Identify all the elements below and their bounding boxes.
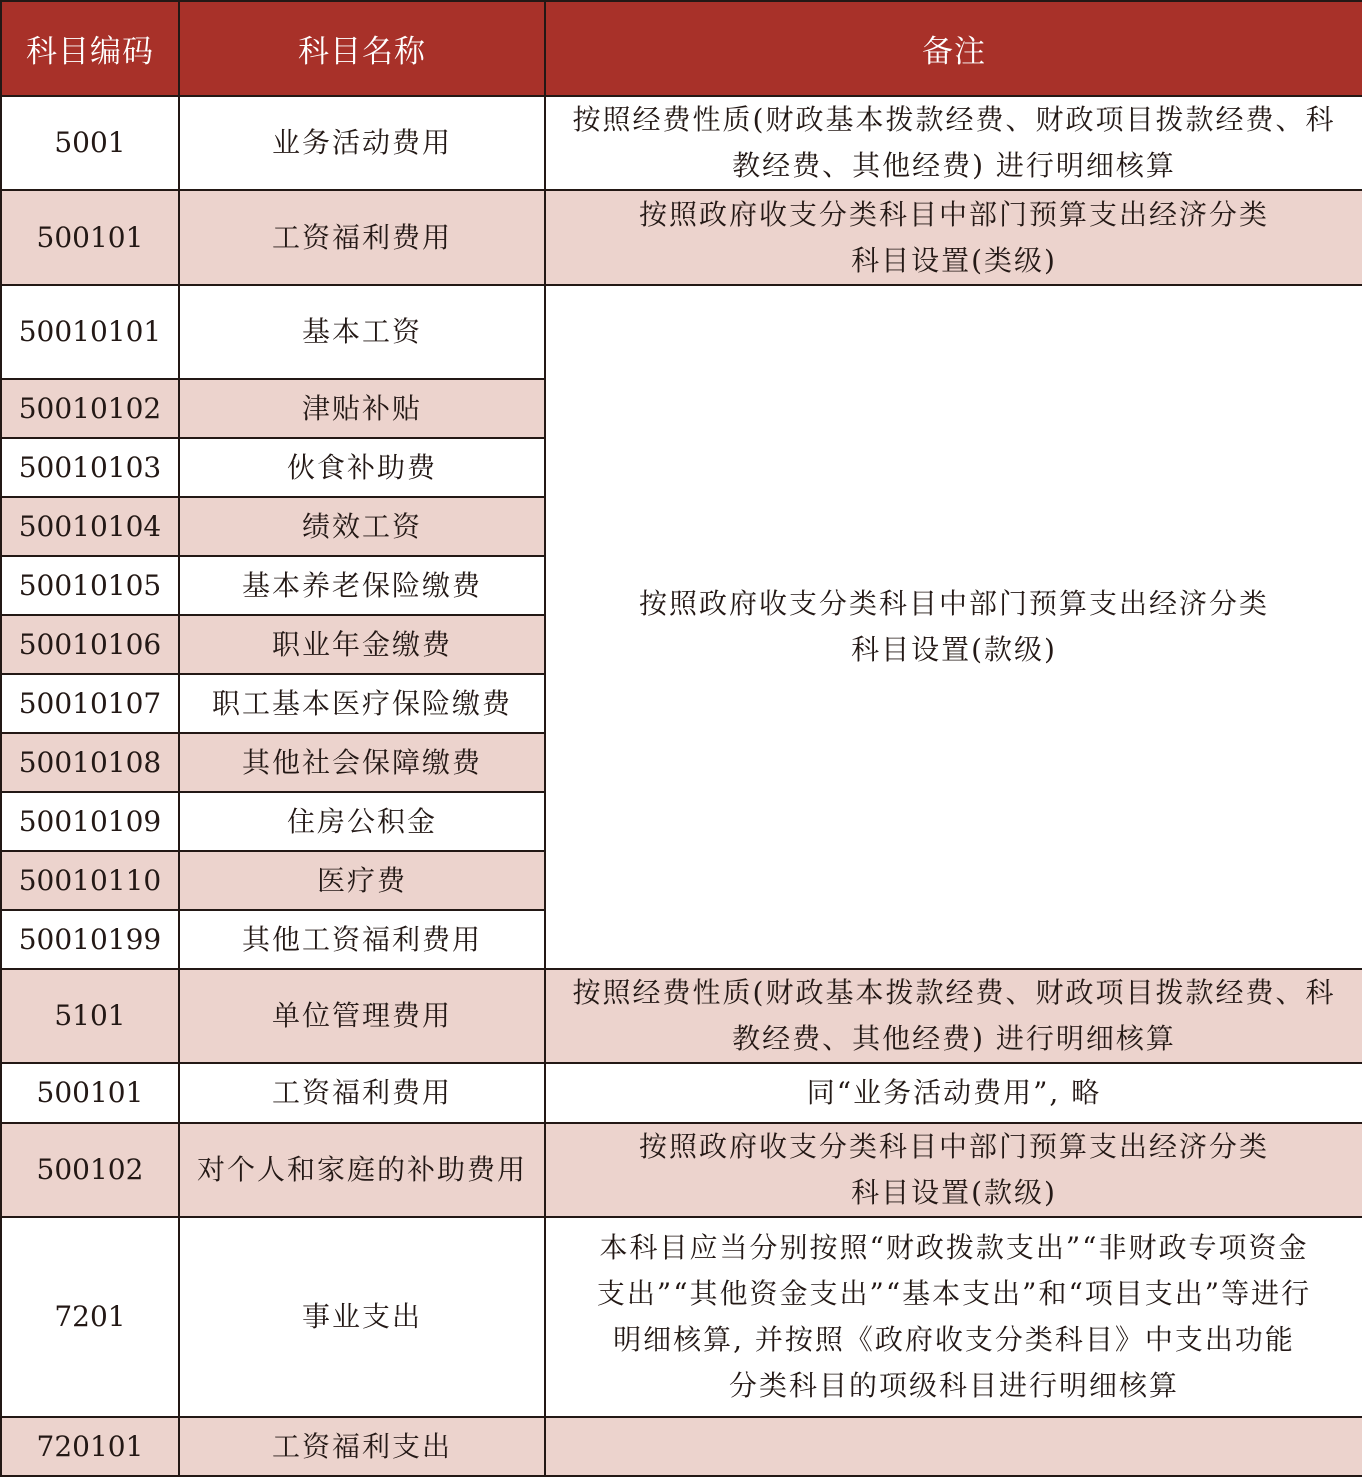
note-line: 按照经费性质(财政基本拨款经费、财政项目拨款经费、科 [572, 103, 1336, 136]
table-row [1, 285, 1362, 379]
note-line: 按照政府收支分类科目中部门预算支出经济分类 [638, 1130, 1269, 1163]
name-cell: 职业年金缴费 [179, 615, 545, 674]
note-line: 教经费、其他经费) 进行明细核算 [732, 1022, 1176, 1055]
name-cell: 基本工资 [179, 285, 545, 379]
code-cell: 50010110 [1, 851, 179, 910]
name-cell: 医疗费 [179, 851, 545, 910]
code-cell: 50010106 [1, 615, 179, 674]
code-cell: 50010101 [1, 285, 179, 379]
note-cell [545, 1063, 1362, 1123]
table-row [1, 1417, 1362, 1476]
code-cell: 50010102 [1, 379, 179, 438]
code-cell: 50010199 [1, 910, 179, 969]
name-cell: 其他社会保障缴费 [179, 733, 545, 792]
note-line: 科目设置(款级) [851, 633, 1057, 666]
header-code: 科目编码 [1, 1, 179, 96]
note-cell [545, 1217, 1362, 1417]
note-line: 教经费、其他经费) 进行明细核算 [732, 149, 1176, 182]
name-cell: 津贴补贴 [179, 379, 545, 438]
name-cell: 单位管理费用 [179, 969, 545, 1063]
name-cell: 工资福利费用 [179, 190, 545, 285]
note-cell [545, 1123, 1362, 1217]
name-cell: 事业支出 [179, 1217, 545, 1417]
name-cell: 工资福利费用 [179, 1063, 545, 1123]
note-cell [545, 1417, 1362, 1476]
table-row [1, 969, 1362, 1063]
code-cell: 50010109 [1, 792, 179, 851]
note-cell [545, 969, 1362, 1063]
table-row [1, 1123, 1362, 1217]
code-cell: 50010108 [1, 733, 179, 792]
table-header-row [1, 1, 1362, 96]
code-cell: 50010105 [1, 556, 179, 615]
code-cell: 500102 [1, 1123, 179, 1217]
table-row [1, 96, 1362, 190]
code-cell: 5001 [1, 96, 179, 190]
name-cell: 业务活动费用 [179, 96, 545, 190]
merged-note-cell [545, 285, 1362, 969]
name-cell: 工资福利支出 [179, 1417, 545, 1476]
name-cell: 基本养老保险缴费 [179, 556, 545, 615]
code-cell: 50010107 [1, 674, 179, 733]
note-cell [545, 96, 1362, 190]
code-cell: 500101 [1, 190, 179, 285]
note-line: 科目设置(类级) [851, 243, 1057, 277]
name-cell: 对个人和家庭的补助费用 [179, 1123, 545, 1217]
code-cell: 50010104 [1, 497, 179, 556]
note-line: 本科目应当分别按照“财政拨款支出”“非财政专项资金 [599, 1231, 1309, 1264]
table-row [1, 1217, 1362, 1417]
code-cell: 7201 [1, 1217, 179, 1417]
name-cell: 伙食补助费 [179, 438, 545, 497]
note-line: 同“业务活动费用”, 略 [806, 1076, 1102, 1109]
header-note: 备注 [545, 1, 1362, 96]
code-cell: 50010103 [1, 438, 179, 497]
note-line: 支出”“其他资金支出”“基本支出”和“项目支出”等进行 [596, 1277, 1312, 1310]
name-cell: 其他工资福利费用 [179, 910, 545, 969]
note-line: 分类科目的项级科目进行明细核算 [728, 1369, 1179, 1402]
table-row [1, 1063, 1362, 1123]
note-cell [545, 190, 1362, 285]
note-line: 按照政府收支分类科目中部门预算支出经济分类 [638, 587, 1269, 620]
table-row [1, 190, 1362, 285]
name-cell: 绩效工资 [179, 497, 545, 556]
note-line: 明细核算, 并按照《政府收支分类科目》中支出功能 [613, 1323, 1295, 1356]
note-line: 科目设置(款级) [851, 1176, 1057, 1209]
note-line: 按照政府收支分类科目中部门预算支出经济分类 [638, 197, 1269, 231]
name-cell: 住房公积金 [179, 792, 545, 851]
name-cell: 职工基本医疗保险缴费 [179, 674, 545, 733]
code-cell: 720101 [1, 1417, 179, 1476]
code-cell: 5101 [1, 969, 179, 1063]
code-cell: 500101 [1, 1063, 179, 1123]
header-name: 科目名称 [179, 1, 545, 96]
note-line: 按照经费性质(财政基本拨款经费、财政项目拨款经费、科 [572, 976, 1336, 1009]
